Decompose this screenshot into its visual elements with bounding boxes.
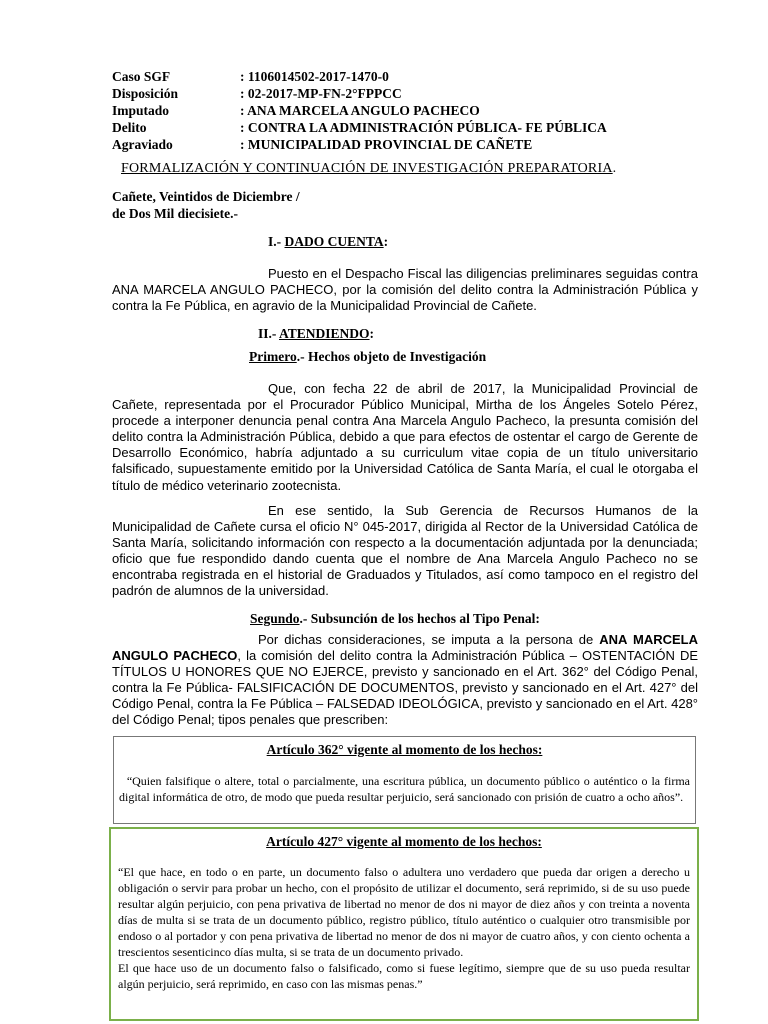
header-key: Disposición bbox=[112, 86, 179, 101]
document-title-suffix: . bbox=[612, 161, 617, 176]
subheading-primero bbox=[249, 349, 486, 365]
header-value: : ANA MARCELA ANGULO PACHECO bbox=[240, 103, 480, 118]
header-key: Imputado bbox=[112, 103, 170, 118]
article-427-text bbox=[118, 864, 690, 992]
paragraph-text: Puesto en el Despacho Fiscal las diligencias preliminares seguidas contra ANA MARCELA ANGULO PACHECO, por la comisión del delito contra la Administración Pública y contra la Fe Pública, en agravio de la Municipalidad Provincial de Cañete. bbox=[112, 266, 698, 314]
section-label: ATENDIENDO bbox=[279, 326, 370, 341]
document-title-text: FORMALIZACIÓN Y CONTINUACIÓN DE INVESTIGACIÓN PREPARATORIA bbox=[121, 161, 613, 176]
header-value: : 02-2017-MP-FN-2°FPPCC bbox=[240, 86, 402, 101]
article-362-title bbox=[114, 742, 695, 758]
paragraph-text-rest: , la comisión del delito contra la Administración Pública – OSTENTACIÓN DE TÍTULOS U HONORES QUE NO EJERCE, previsto y sancionado en el Art. 362° del Código Penal, contra la Fe Pública- FALSIFICACIÓN DE DOCUMENTOS, previsto y sancionado en el Art. 427° del Código Penal, contra la Fe Pública – FALSEDAD IDEOLÓGICA, previsto y sancionado en el Art. 428° del Código Penal; tipos penales que prescriben: bbox=[112, 648, 699, 728]
header-row-delito bbox=[112, 119, 607, 136]
article-362-box bbox=[113, 736, 696, 824]
header-value: : CONTRA LA ADMINISTRACIÓN PÚBLICA- FE PÚBLICA bbox=[240, 120, 607, 135]
article-427-title bbox=[111, 834, 697, 850]
header-value: : 1106014502-2017-1470-0 bbox=[240, 69, 389, 84]
section-atendiendo bbox=[258, 326, 374, 342]
section-number: I.- bbox=[268, 234, 285, 249]
section-suffix: : bbox=[369, 326, 375, 341]
header-key: Caso SGF bbox=[112, 69, 171, 84]
article-427-title-text: Artículo 427° vigente al momento de los hechos: bbox=[266, 834, 542, 849]
paragraph-subsuncion bbox=[112, 632, 698, 729]
header-key: Delito bbox=[112, 120, 147, 135]
section-suffix: : bbox=[383, 234, 389, 249]
header-row-imputado bbox=[112, 102, 607, 119]
article-427-paragraph-2: El que hace uso de un documento falso o falsificado, como si fuese legítimo, siempre que de su uso pueda resultar algún perjuicio, será reprimido, en caso con las mismas penas.” bbox=[118, 961, 690, 991]
subheading-label: Segundo bbox=[250, 611, 300, 626]
paragraph-hechos-1 bbox=[112, 381, 698, 494]
date-line-2: de Dos Mil diecisiete.- bbox=[112, 206, 238, 221]
document-date bbox=[112, 188, 300, 222]
header-row-disposicion bbox=[112, 85, 607, 102]
header-row-agraviado bbox=[112, 136, 607, 153]
paragraph-hechos-2 bbox=[112, 503, 698, 600]
article-362-title-text: Artículo 362° vigente al momento de los hechos: bbox=[266, 742, 543, 757]
date-line-1: Cañete, Veintidos de Diciembre / bbox=[112, 189, 300, 204]
paragraph-text: En ese sentido, la Sub Gerencia de Recursos Humanos de la Municipalidad de Cañete cursa el oficio N° 045-2017, dirigida al Rector de la Universidad Católica de Santa María, solicitando información con respecto a la documentación adjuntada por la denunciada; oficio que fue respondido dando cuenta que el nombre de Ana Marcela Angulo Pacheco no se encontraba registrada en el historial de Graduados y Titulados, así como tampoco en el registro del padrón de alumnos de la universidad. bbox=[112, 503, 698, 599]
header-key: Agraviado bbox=[112, 137, 173, 152]
section-label: DADO CUENTA bbox=[284, 234, 384, 249]
article-427-box bbox=[109, 827, 699, 1021]
subheading-label: Primero bbox=[249, 349, 297, 364]
paragraph-text: Que, con fecha 22 de abril de 2017, la Municipalidad Provincial de Cañete, representada por el Procurador Público Municipal, Mirtha de los Ángeles Sotelo Pérez, procede a interponer denuncia penal contra Ana Marcela Angulo Pacheco, la presunta comisión del delito contra la Administración Pública, debido a que para efectos de ostentar el cargo de Gerente de Desarrollo Económico, habría adjuntado a su curriculum vitae copia de un título universitario falsificado, supuestamente emitido por la Universidad Católica de Santa María, el cual le otorgaba el título de médico veterinario zootecnista. bbox=[112, 381, 698, 493]
subheading-text: .- Subsunción de los hechos al Tipo Penal: bbox=[299, 611, 540, 626]
paragraph-dado-cuenta bbox=[112, 266, 698, 314]
document-title bbox=[121, 161, 616, 177]
article-362-quote: “Quien falsifique o altere, total o parcialmente, una escritura pública, un documento público o auténtico o la firma digital informática de otro, de modo que pueda resultar perjuicio, será sancionado con prisión de cuatro a ocho años”. bbox=[119, 774, 690, 804]
case-header bbox=[112, 68, 607, 153]
header-row-caso bbox=[112, 68, 607, 85]
article-427-paragraph-1: “El que hace, en todo o en parte, un documento falso o adultera uno verdadero que pueda dar origen a derecho u obligación o servir para probar un hecho, con el propósito de utilizar el documento, será reprimido, si de su uso puede resultar algún perjuicio, con pena privativa de libertad no menor de dos ni mayor de diez años y con treinta a noventa días de multa si se trata de un documento público, registro público, título auténtico o cualquier otro transmisible por endoso o al portador y con pena privativa de libertad no menor de dos ni mayor de cuatro años, y con ciento ochenta a trescientos sesenticinco días multa, si se trata de un documento privado. bbox=[118, 865, 690, 959]
section-number: II.- bbox=[258, 326, 280, 341]
article-362-text bbox=[119, 773, 690, 805]
section-dado-cuenta bbox=[268, 234, 388, 250]
subheading-segundo bbox=[250, 611, 540, 627]
paragraph-text-start: Por dichas consideraciones, se imputa a la persona de bbox=[258, 632, 600, 647]
header-value: : MUNICIPALIDAD PROVINCIAL DE CAÑETE bbox=[240, 137, 533, 152]
imputado-name: ANA MARCELA ANGULO PACHECO bbox=[112, 632, 698, 664]
subheading-text: .- Hechos objeto de Investigación bbox=[296, 349, 487, 364]
